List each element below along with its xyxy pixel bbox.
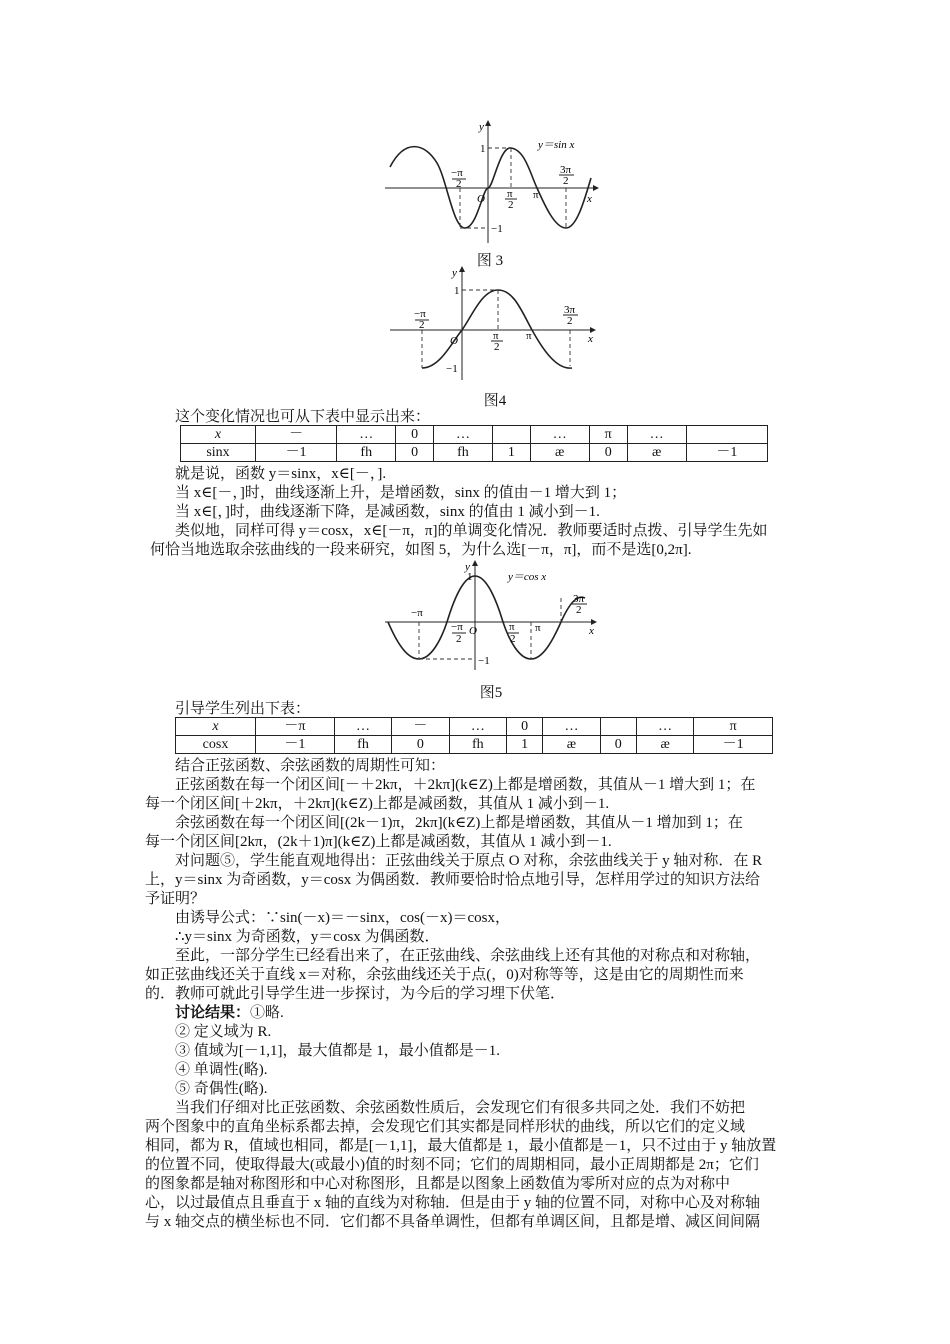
tick-three-half-pi-den: 2 xyxy=(567,315,573,327)
tick-neg-one: −1 xyxy=(446,363,458,375)
tick-half-pi-num: π xyxy=(493,330,499,342)
text-line: 类似地，同样可得 y＝cosx，x∈[－π，π]的单调变化情况．教师要适时点拨、引导学生先如 xyxy=(175,523,768,539)
tick-three-half-pi-num: 3π xyxy=(564,304,576,316)
figure-3-sine-graph xyxy=(385,118,600,248)
tick-neg-one: −1 xyxy=(491,223,503,235)
text-line: 予证明？ xyxy=(145,891,206,907)
text-line: 何恰当地选取余弦曲线的一段来研究，如图 5，为什么选[－π，π]，而不是选[0,2π]. xyxy=(150,542,692,558)
sine-curve xyxy=(390,147,591,228)
text-line: 余弦函数在每一个闭区间[(2k－1)π，2kπ](k∈Z)上都是增函数，其值从－1 增加到 1；在 xyxy=(175,815,743,831)
text-line: 由诱导公式：∵sin(－x)＝－sinx，cos(－x)＝cosx， xyxy=(175,910,510,926)
tick-half-pi-den: 2 xyxy=(510,633,516,645)
table-cell: fh xyxy=(449,736,506,754)
tick-three-half-pi-num: 3π xyxy=(573,593,585,605)
text-line: 当我们仔细对比正弦函数、余弦函数性质后，会发现它们有很多共同之处．我们不妨把 xyxy=(175,1100,746,1116)
tick-pi: π xyxy=(526,330,532,342)
table-cell: fh xyxy=(433,444,492,462)
table-cell: x xyxy=(181,426,256,444)
table-cell: … xyxy=(337,426,396,444)
table-cell: 0 xyxy=(396,444,433,462)
tick-three-half-pi-den: 2 xyxy=(563,175,569,187)
result-item: ⑤ 奇偶性(略). xyxy=(175,1081,268,1097)
table-cell: … xyxy=(543,718,600,736)
table-cell xyxy=(600,718,636,736)
text-line: 当 x∈[，]时，曲线逐渐下降，是减函数，sinx 的值由 1 减小到－1. xyxy=(175,504,600,520)
text-line: 与 x 轴交点的横坐标也不同．它们都不具备单调性，但都有单调区间，且都是增、减区间间隔 xyxy=(145,1214,761,1230)
table-cell: －π xyxy=(256,718,335,736)
tick-three-half-pi-num: 3π xyxy=(560,164,572,176)
x-axis-label: x xyxy=(589,625,594,637)
table-cell: æ xyxy=(530,444,589,462)
table-row xyxy=(176,736,773,754)
table-cell xyxy=(493,426,530,444)
text-line: 正弦函数在每一个闭区间[－＋2kπ，＋2kπ](k∈Z)上都是增函数，其值从－1 增大到 1；在 xyxy=(175,777,756,793)
tick-half-pi-den: 2 xyxy=(508,199,514,211)
tick-neg-half-pi-num: −π xyxy=(451,621,463,633)
y-axis-arrow-icon xyxy=(459,266,465,272)
table-row xyxy=(176,718,773,736)
table-cell: … xyxy=(636,718,693,736)
body-text xyxy=(145,757,815,1232)
text-line: 结合正弦函数、余弦函数的周期性可知： xyxy=(175,758,446,774)
text-line: 当 x∈[－，]时，曲线逐渐上升，是增函数，sinx 的值由－1 增大到 1； xyxy=(175,485,627,501)
intro-text: 这个变化情况也可从下表中显示出来： xyxy=(175,409,431,425)
table-cell: π xyxy=(694,718,773,736)
results-first: ①略. xyxy=(250,1005,284,1021)
table-cell: cosx xyxy=(176,736,256,754)
table-row xyxy=(181,426,768,444)
table-cell: － xyxy=(256,426,337,444)
table-cell: sinx xyxy=(181,444,256,462)
table-cell: fh xyxy=(337,444,396,462)
table-cell: － xyxy=(392,718,449,736)
table-row xyxy=(181,444,768,462)
table-cell: 0 xyxy=(589,444,627,462)
cos-monotonic-table xyxy=(175,717,773,754)
results-title: 讨论结果： xyxy=(175,1005,251,1021)
table-cell: x xyxy=(176,718,256,736)
table-cell: æ xyxy=(636,736,693,754)
figure-5-caption: 图5 xyxy=(479,685,503,701)
tick-three-half-pi-den: 2 xyxy=(576,604,582,616)
y-axis-label: y xyxy=(479,121,484,133)
figure-3-caption: 图 3 xyxy=(476,253,504,269)
tick-half-pi-num: π xyxy=(507,188,513,200)
curve-label: y＝cos x xyxy=(508,571,547,583)
tick-neg-half-pi-num: −π xyxy=(451,167,463,179)
table-cell xyxy=(686,426,767,444)
result-item: ③ 值域为[－1,1]，最大值都是 1，最小值都是－1. xyxy=(175,1043,500,1059)
x-axis-arrow-icon xyxy=(593,185,599,191)
origin-label: O xyxy=(450,335,458,347)
tick-neg-half-pi-den: 2 xyxy=(456,178,462,190)
figure-3-svg xyxy=(385,118,600,248)
origin-label: O xyxy=(477,193,485,205)
tick-neg-pi: −π xyxy=(411,607,423,619)
tick-neg-half-pi-den: 2 xyxy=(419,319,425,331)
y-axis-arrow-icon xyxy=(472,560,478,566)
table-cell: … xyxy=(433,426,492,444)
result-item: ④ 单调性(略). xyxy=(175,1062,268,1078)
table-cell: π xyxy=(589,426,627,444)
tick-neg-one: −1 xyxy=(478,655,490,667)
table-cell: 0 xyxy=(396,426,433,444)
text-line: 心，以过最值点且垂直于 x 轴的直线为对称轴．但是由于 y 轴的位置不同，对称中心及对称轴 xyxy=(145,1195,761,1211)
y-axis-arrow-icon xyxy=(485,120,491,126)
tick-half-pi-den: 2 xyxy=(494,341,500,353)
y-axis-label: y xyxy=(452,267,457,279)
figure-4-caption: 图4 xyxy=(483,393,507,409)
sin-paragraph xyxy=(150,465,815,560)
table-cell: 1 xyxy=(493,444,530,462)
text-line: 每一个闭区间[2kπ，(2k＋1)π](k∈Z)上都是减函数，其值从 1 减小到－1. xyxy=(145,834,612,850)
table-cell: 0 xyxy=(507,718,543,736)
table-cell: 0 xyxy=(600,736,636,754)
tick-pi: π xyxy=(533,189,539,201)
table-cell: －1 xyxy=(694,736,773,754)
table-cell: … xyxy=(334,718,391,736)
table-cell: fh xyxy=(334,736,391,754)
table-cell: －1 xyxy=(686,444,767,462)
text-line: 每一个闭区间[＋2kπ，＋2kπ](k∈Z)上都是减函数，其值从 1 减小到－1. xyxy=(145,796,610,812)
text-line: 如正弦曲线还关于直线 x＝对称，余弦曲线还关于点(，0)对称等等，这是由它的周期性而来 xyxy=(145,967,744,983)
results-heading-line xyxy=(175,1004,815,1023)
origin-label: O xyxy=(469,625,477,637)
text-line: 就是说，函数 y＝sinx，x∈[－，]. xyxy=(175,466,387,482)
x-axis-label: x xyxy=(587,193,592,205)
figure-5-svg xyxy=(385,558,605,683)
tick-one: 1 xyxy=(467,571,473,583)
text-line: 相同，都为 R，值域也相同，都是[－1,1]，最大值都是 1，最小值都是－1，只不过由于 y 轴放置 xyxy=(145,1138,777,1154)
table-cell: … xyxy=(449,718,506,736)
text-line: 的．教师可就此引导学生进一步探讨，为今后的学习埋下伏笔． xyxy=(145,986,566,1002)
text-line: 至此，一部分学生已经看出来了，在正弦曲线、余弦曲线上还有其他的对称点和对称轴， xyxy=(175,948,761,964)
tick-one: 1 xyxy=(454,285,460,297)
tick-neg-half-pi-num: −π xyxy=(414,308,426,320)
tick-neg-half-pi-den: 2 xyxy=(456,633,462,645)
tick-pi: π xyxy=(535,622,541,634)
table-cell: æ xyxy=(543,736,600,754)
text-line: ∴y＝sinx 为奇函数，y＝cosx 为偶函数． xyxy=(175,929,440,945)
text-line: 上，y＝sinx 为奇函数，y＝cosx 为偶函数．教师要恰时恰点地引导，怎样用学过的知识方法给 xyxy=(145,872,761,888)
tick-one: 1 xyxy=(480,143,486,155)
table-cell: －1 xyxy=(256,736,335,754)
intro-text: 引导学生列出下表： xyxy=(175,701,311,717)
table-cell: æ xyxy=(627,444,686,462)
table-cell: … xyxy=(627,426,686,444)
text-line: 的图象都是轴对称图形和中心对称图形，且都是以图象上函数值为零所对应的点为对称中 xyxy=(145,1176,731,1192)
curve-label: y＝sin x xyxy=(538,139,575,151)
figure-4-svg xyxy=(390,262,605,387)
y-axis-label: y xyxy=(465,561,470,573)
table-cell: … xyxy=(530,426,589,444)
x-axis-label: x xyxy=(588,333,593,345)
text-line: 对问题⑤，学生能直观地得出：正弦曲线关于原点 O 对称，余弦曲线关于 y 轴对称．在 R xyxy=(175,853,763,869)
table-cell: －1 xyxy=(256,444,337,462)
text-line: 两个图象中的直角坐标系都去掉，会发现它们其实都是同样形状的曲线，所以它们的定义域 xyxy=(145,1119,746,1135)
sin-monotonic-table xyxy=(180,425,768,462)
text-line: 的位置不同，使取得最大(或最小)值的时刻不同；它们的周期相同，最小正周期都是 2π；它们 xyxy=(145,1157,759,1173)
figure-4-sine-segment xyxy=(390,262,605,387)
result-item: ② 定义域为 R. xyxy=(175,1024,272,1040)
figure-5-cosine-graph xyxy=(385,558,605,683)
table-cell: 0 xyxy=(392,736,449,754)
tick-half-pi-num: π xyxy=(509,621,515,633)
table-cell: 1 xyxy=(507,736,543,754)
